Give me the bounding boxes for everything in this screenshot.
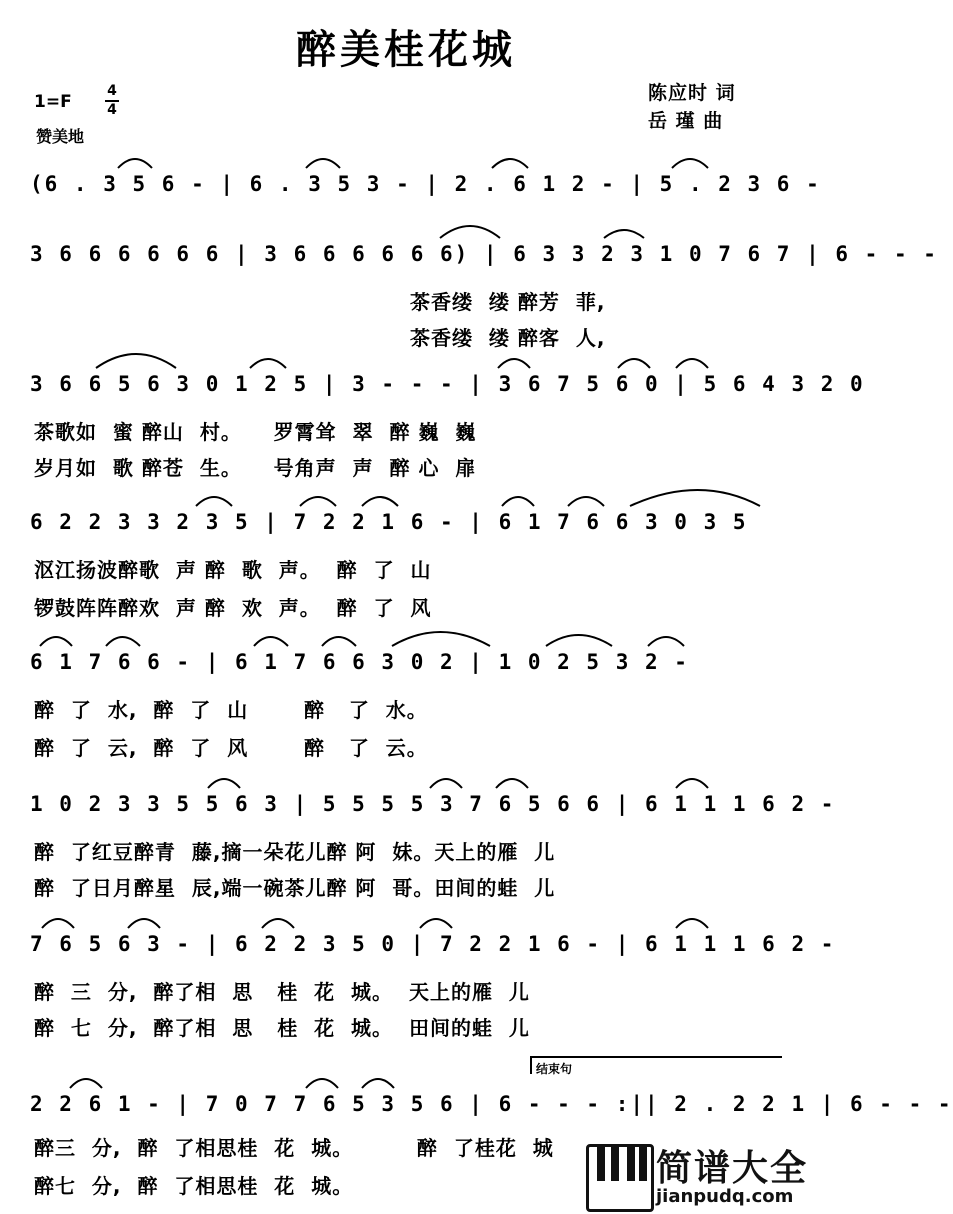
slur [568, 497, 604, 506]
slur [546, 635, 612, 646]
slur [300, 497, 336, 506]
slur [306, 1079, 338, 1088]
watermark-text: 简谱大全 [656, 1148, 809, 1189]
lyric-line-8a: 醉三 分, 醉 了相思桂 花 城。 醉 了桂花 城 [34, 1136, 554, 1160]
key-signature: 1=F [34, 92, 72, 112]
slur [502, 497, 534, 506]
lyric-line-8b: 醉七 分, 醉 了相思桂 花 城。 [34, 1174, 354, 1198]
slur [630, 490, 760, 506]
slur [40, 637, 72, 646]
slur [250, 359, 286, 368]
lyric-line-2a: 茶香缕 缕 醉芳 菲, [410, 290, 606, 314]
lyric-line-5a: 醉 了 水, 醉 了 山 醉 了 水。 [34, 698, 428, 722]
slur [42, 919, 74, 928]
slur [254, 637, 288, 646]
notation-line-4: 6 2 2 3 3 2 3 5 | 7 2 2 1 6 - | 6 1 7 6 6 3 0 3 5 [30, 510, 748, 534]
slur [420, 919, 452, 928]
slur [648, 637, 684, 646]
slur [70, 1079, 102, 1088]
slur [496, 779, 528, 788]
slur [618, 359, 650, 368]
slur [676, 359, 708, 368]
notation-line-7: 7 6 5 6 3 - | 6 2 2 3 5 0 | 7 2 2 1 6 - | 6 1 1 1 6 2 - [30, 932, 836, 956]
slur [128, 919, 160, 928]
notation-line-3: 3 6 6 5 6 3 0 1 2 5 | 3 - - - | 3 6 7 5 6 0 | 5 6 4 3 2 0 [30, 372, 865, 396]
notation-line-1: (6 . 3 5 6 - | 6 . 3 5 3 - | 2 . 6 1 2 - | 5 . 2 3 6 - [30, 172, 821, 196]
lyric-line-6a: 醉 了红豆醉青 藤,摘一朵花儿醉 阿 妹。天上的雁 儿 [34, 840, 556, 864]
slur [392, 632, 490, 646]
time-signature-top: 4 [107, 83, 117, 99]
slur [498, 359, 530, 368]
piano-icon [586, 1144, 654, 1212]
page-title: 醉美桂花城 [296, 27, 516, 73]
slur [306, 159, 340, 168]
slur [208, 779, 240, 788]
lyric-line-3a: 茶歌如 蜜 醉山 村。 罗霄耸 翠 醉 巍 巍 [34, 420, 477, 444]
slur [96, 354, 176, 368]
slur [322, 637, 356, 646]
slur [672, 159, 708, 168]
slur [106, 637, 140, 646]
slur [118, 159, 152, 168]
slur [262, 919, 294, 928]
slur [362, 497, 398, 506]
lyric-line-7a: 醉 三 分, 醉了相 思 桂 花 城。 天上的雁 儿 [34, 980, 530, 1004]
lyric-line-4b: 锣鼓阵阵醉欢 声 醉 欢 声。 醉 了 风 [34, 596, 432, 620]
lyric-line-6b: 醉 了日月醉星 辰,端一碗茶儿醉 阿 哥。田间的蛙 儿 [34, 876, 556, 900]
lyric-line-3b: 岁月如 歌 醉苍 生。 号角声 声 醉 心 扉 [34, 456, 477, 480]
lyric-line-4a: 沤江扬波醉歌 声 醉 歌 声。 醉 了 山 [34, 558, 432, 582]
ending-label: 结束句 [536, 1062, 573, 1076]
slur [676, 919, 708, 928]
slur [196, 497, 232, 506]
slur [492, 159, 528, 168]
notation-line-6: 1 0 2 3 3 5 5 6 3 | 5 5 5 5 3 7 6 5 6 6 | 6 1 1 1 6 2 - [30, 792, 836, 816]
watermark-logo [586, 1140, 808, 1212]
notation-line-2: 3 6 6 6 6 6 6 | 3 6 6 6 6 6 6) | 6 3 3 2 3 1 0 7 6 7 | 6 - - - [30, 242, 938, 266]
notation-line-5: 6 1 7 6 6 - | 6 1 7 6 6 3 0 2 | 1 0 2 5 3 2 - [30, 650, 689, 674]
watermark-url: jianpudq.com [656, 1186, 794, 1207]
tempo-marking: 赞美地 [36, 127, 85, 146]
slur [604, 230, 644, 238]
lyricist-credit: 陈应时 词 [648, 82, 736, 104]
slur [676, 779, 708, 788]
slur [362, 1079, 394, 1088]
slur [440, 226, 500, 238]
composer-credit: 岳 瑾 曲 [648, 110, 724, 132]
lyric-line-5b: 醉 了 云, 醉 了 风 醉 了 云。 [34, 736, 428, 760]
lyric-line-2b: 茶香缕 缕 醉客 人, [410, 326, 606, 350]
lyric-line-7b: 醉 七 分, 醉了相 思 桂 花 城。 田间的蛙 儿 [34, 1016, 530, 1040]
slur [430, 779, 462, 788]
notation-line-8: 2 2 6 1 - | 7 0 7 7 6 5 3 5 6 | 6 - - - :|| 2 . 2 2 1 | 6 - - - [30, 1092, 953, 1116]
time-signature-bottom: 4 [107, 102, 117, 118]
